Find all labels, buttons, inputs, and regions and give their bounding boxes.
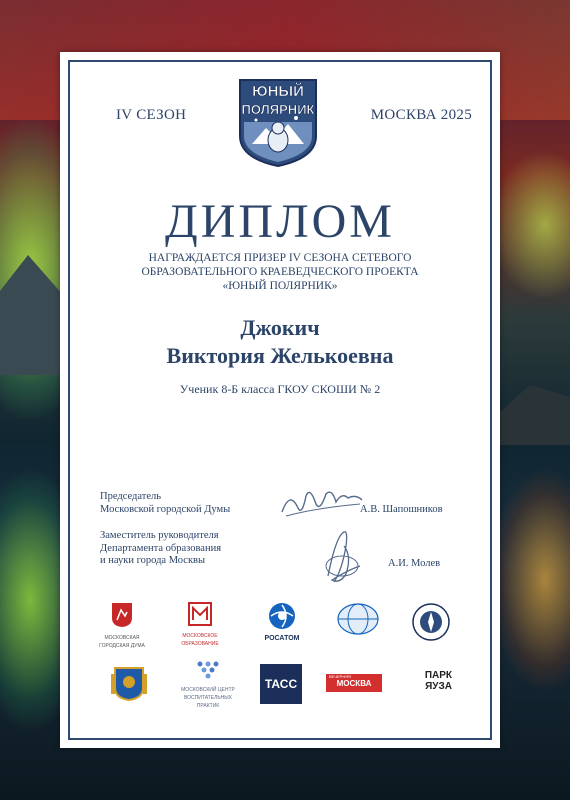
student-info: Ученик 8-Б класса ГКОУ СКОШИ № 2 — [179, 382, 381, 396]
signatory-2-name: А.И. Молев — [388, 558, 441, 569]
mos-education-logo: МОСКОВСКОЕ ОБРАЗОВАНИЕ — [172, 602, 228, 647]
district-coat-of-arms-logo — [104, 664, 154, 707]
yuny-polyarnik-logo — [232, 74, 324, 168]
svg-text:ПОЛЯРНИК: ПОЛЯРНИК — [241, 102, 315, 117]
mos-education-m-icon — [188, 602, 212, 626]
signatory-2-title: Заместитель руководителя Департамента образования и науки города Москвы — [100, 530, 222, 566]
compass-society-logo — [406, 602, 456, 647]
signature-1-image — [276, 482, 366, 522]
geographic-society-logo — [330, 602, 386, 641]
recipient-name — [60, 314, 500, 370]
award-line: НАГРАЖДАЕТСЯ ПРИЗЕР IV СЕЗОНА СЕТЕВОГО — [148, 252, 412, 264]
award-line: ОБРАЗОВАТЕЛЬНОГО КРАЕВЕДЧЕСКОГО ПРОЕКТА — [141, 266, 419, 278]
vechernyaya-moskva-logo: ВЕЧЕРНЯЯ МОСКВА — [326, 674, 382, 692]
dots-pattern-icon — [195, 660, 221, 680]
district-crest-icon — [109, 664, 149, 702]
duma-logo: МОСКОВСКАЯ ГОРОДСКАЯ ДУМА — [94, 602, 150, 649]
tass-logo: ТАСС — [260, 664, 302, 704]
recipient-given-names: Виктория Желькоевна — [166, 343, 394, 368]
signature-2-image — [318, 526, 366, 588]
upbringing-center-logo: МОСКОВСКИЙ ЦЕНТР ВОСПИТАТЕЛЬНЫХ ПРАКТИК — [176, 660, 240, 709]
city-year-label: МОСКВА 2025 — [370, 107, 472, 123]
moscow-coat-of-arms-icon — [111, 602, 133, 628]
award-description — [90, 251, 470, 293]
rosatom-logo: РОСАТОМ — [252, 602, 312, 643]
diploma-title: ДИПЛОМ — [165, 195, 395, 248]
park-yauza-logo: ПАРК ЯУЗА — [424, 670, 452, 692]
season-label: IV СЕЗОН — [116, 107, 187, 123]
recipient-surname: Джокич — [240, 315, 320, 340]
signatory-1-title: Председатель Московской городской Думы — [100, 491, 231, 515]
signatory-1-name: А.В. Шапошников — [360, 504, 443, 515]
diploma-sheet — [60, 52, 500, 748]
rosatom-atom-icon — [268, 602, 296, 630]
compass-emblem-icon — [411, 602, 451, 642]
globe-emblem-icon — [336, 602, 380, 636]
svg-text:ЮНЫЙ: ЮНЫЙ — [252, 83, 304, 100]
award-line: «ЮНЫЙ ПОЛЯРНИК» — [222, 280, 338, 292]
